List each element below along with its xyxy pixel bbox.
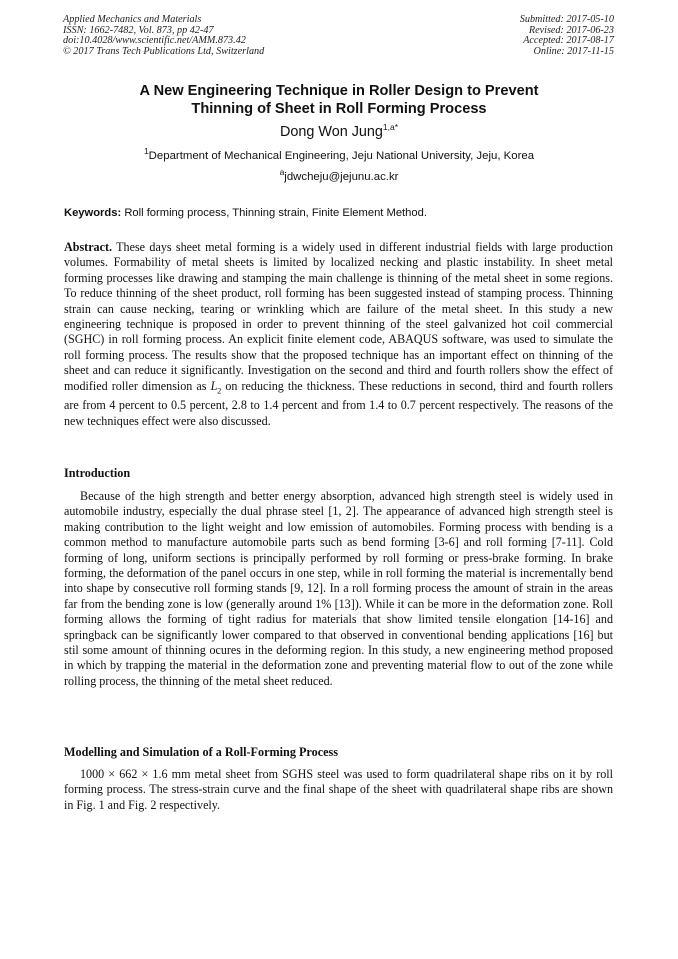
paper-title <box>40 82 638 118</box>
date-submitted: Submitted: 2017-05-10 <box>519 14 614 25</box>
journal-name: Applied Mechanics and Materials <box>63 14 202 25</box>
email-text[interactable]: jdwcheju@jejunu.ac.kr <box>284 171 399 183</box>
abstract <box>64 240 613 429</box>
journal-doi: doi:10.4028/www.scientific.net/AMM.873.42 <box>63 35 246 47</box>
introduction-heading: Introduction <box>64 466 131 480</box>
abstract-label: Abstract. <box>64 240 113 254</box>
journal-copyright: © 2017 Trans Tech Publications Ltd, Switzerland <box>63 45 265 57</box>
modelling-text: 1000 × 662 × 1.6 mm metal sheet from SGHS steel was used to form quadrilateral shape ribs on it by roll forming process. The stress-strain curve and the final shape of the sheet with quadrilateral shape ribs are shown in Fig. 1 and Fig. 2 respectively. <box>64 767 613 812</box>
math-l2 <box>210 378 222 396</box>
date-revised: Revised: 2017-06-23 <box>528 24 614 36</box>
date-online: Online: 2017-11-15 <box>533 45 614 57</box>
date-accepted: Accepted: 2017-08-17 <box>523 35 614 47</box>
author-email <box>40 167 638 184</box>
affiliation-sup: 1 <box>143 146 149 157</box>
title-line-2: Thinning of Sheet in Roll Forming Process <box>191 101 487 117</box>
math-sub: 2 <box>217 386 222 396</box>
author-sup: 1,a* <box>382 122 399 133</box>
author <box>40 123 638 141</box>
affiliation <box>40 146 638 163</box>
modelling-heading: Modelling and Simulation of a Roll-Forming Process <box>64 745 338 759</box>
keywords-text: Roll forming process, Thinning strain, Finite Element Method. <box>124 207 427 219</box>
journal-info <box>63 15 264 57</box>
abstract-text-1: These days sheet metal forming is a widely used in different industrial fields with large production volumes. Formability of metal sheets is limited by localized necking and plastic instability. In sheet metal forming processes like drawing and stamping the main challenge is thinning of the metal sheet in some regions. To reduce thinning of the sheet product, roll forming has been suggested instead of stamping process. Thinning strain can cause necking, tearing or wrinkling which are failure of the metal sheet. In this study a new engineering technique is proposed in order to prevent thinning of the steel galvanized hot coil commercial (SGHC) in roll forming process. An explicit finite element code, ABAQUS software, was used to simulate the roll forming process. The results show that the proposed technique has an important effect on thinning of the sheet and can reduce it significantly. Investigation on the second and third and fourth rollers show the effect of modified roller dimension as <box>64 240 613 393</box>
author-name: Dong Won Jung <box>279 124 383 140</box>
email-sup: a <box>279 167 285 178</box>
math-var: L <box>210 378 218 393</box>
title-line-1: A New Engineering Technique in Roller Design to Prevent <box>139 83 539 99</box>
keywords-label: Keywords: <box>64 207 122 219</box>
introduction-text: Because of the high strength and better energy absorption, advanced high strength steel is widely used in automobile industry, especially the dual phrase steel [1, 2]. The appearance of advanced high strength steel is making contribution to the light weight and low emission of automobiles. Forming process with bending is a common method to manufacture automobile parts such as bend forming [3-6] and roll forming [7-11]. Cold forming of long, uniform sections is principally performed by roll forming or press-brake forming. In brake forming, the deformation of the panel occurs in one step, while in roll forming the material is incrementally bend into shape by consecutive roll forming stands [9, 12]. In a roll forming process the amount of strain in the areas far from the bending zone is low (generally around 1% [13]). While it can be more in the deformation zone. Roll forming allows the forming of tight radius for materials that show limited tensile elongation [14-16] and springback can be significantly lower compared to that observed in conventional bending applications [16] but stil some amount of thinning ocures in the deforming region. In this study, a new engineering method proposed in which by trapping the material in the deformation zone and preventing material flow to out of the zone while rolling process, the thinning of the metal sheet reduced. <box>64 489 613 688</box>
affiliation-text: Department of Mechanical Engineering, Jeju National University, Jeju, Korea <box>148 150 535 162</box>
publication-dates <box>520 15 614 57</box>
journal-issn: ISSN: 1662-7482, Vol. 873, pp 42-47 <box>63 24 214 36</box>
abstract-text-2: on reducing the thickness. These reductions in second, third and fourth rollers are from 4 percent to 0.5 percent, 2.8 to 1.4 percent and from 1.4 to 0.7 percent respectively. The reasons of the new techniques effect were also discussed. <box>64 378 613 428</box>
keywords <box>64 206 624 220</box>
